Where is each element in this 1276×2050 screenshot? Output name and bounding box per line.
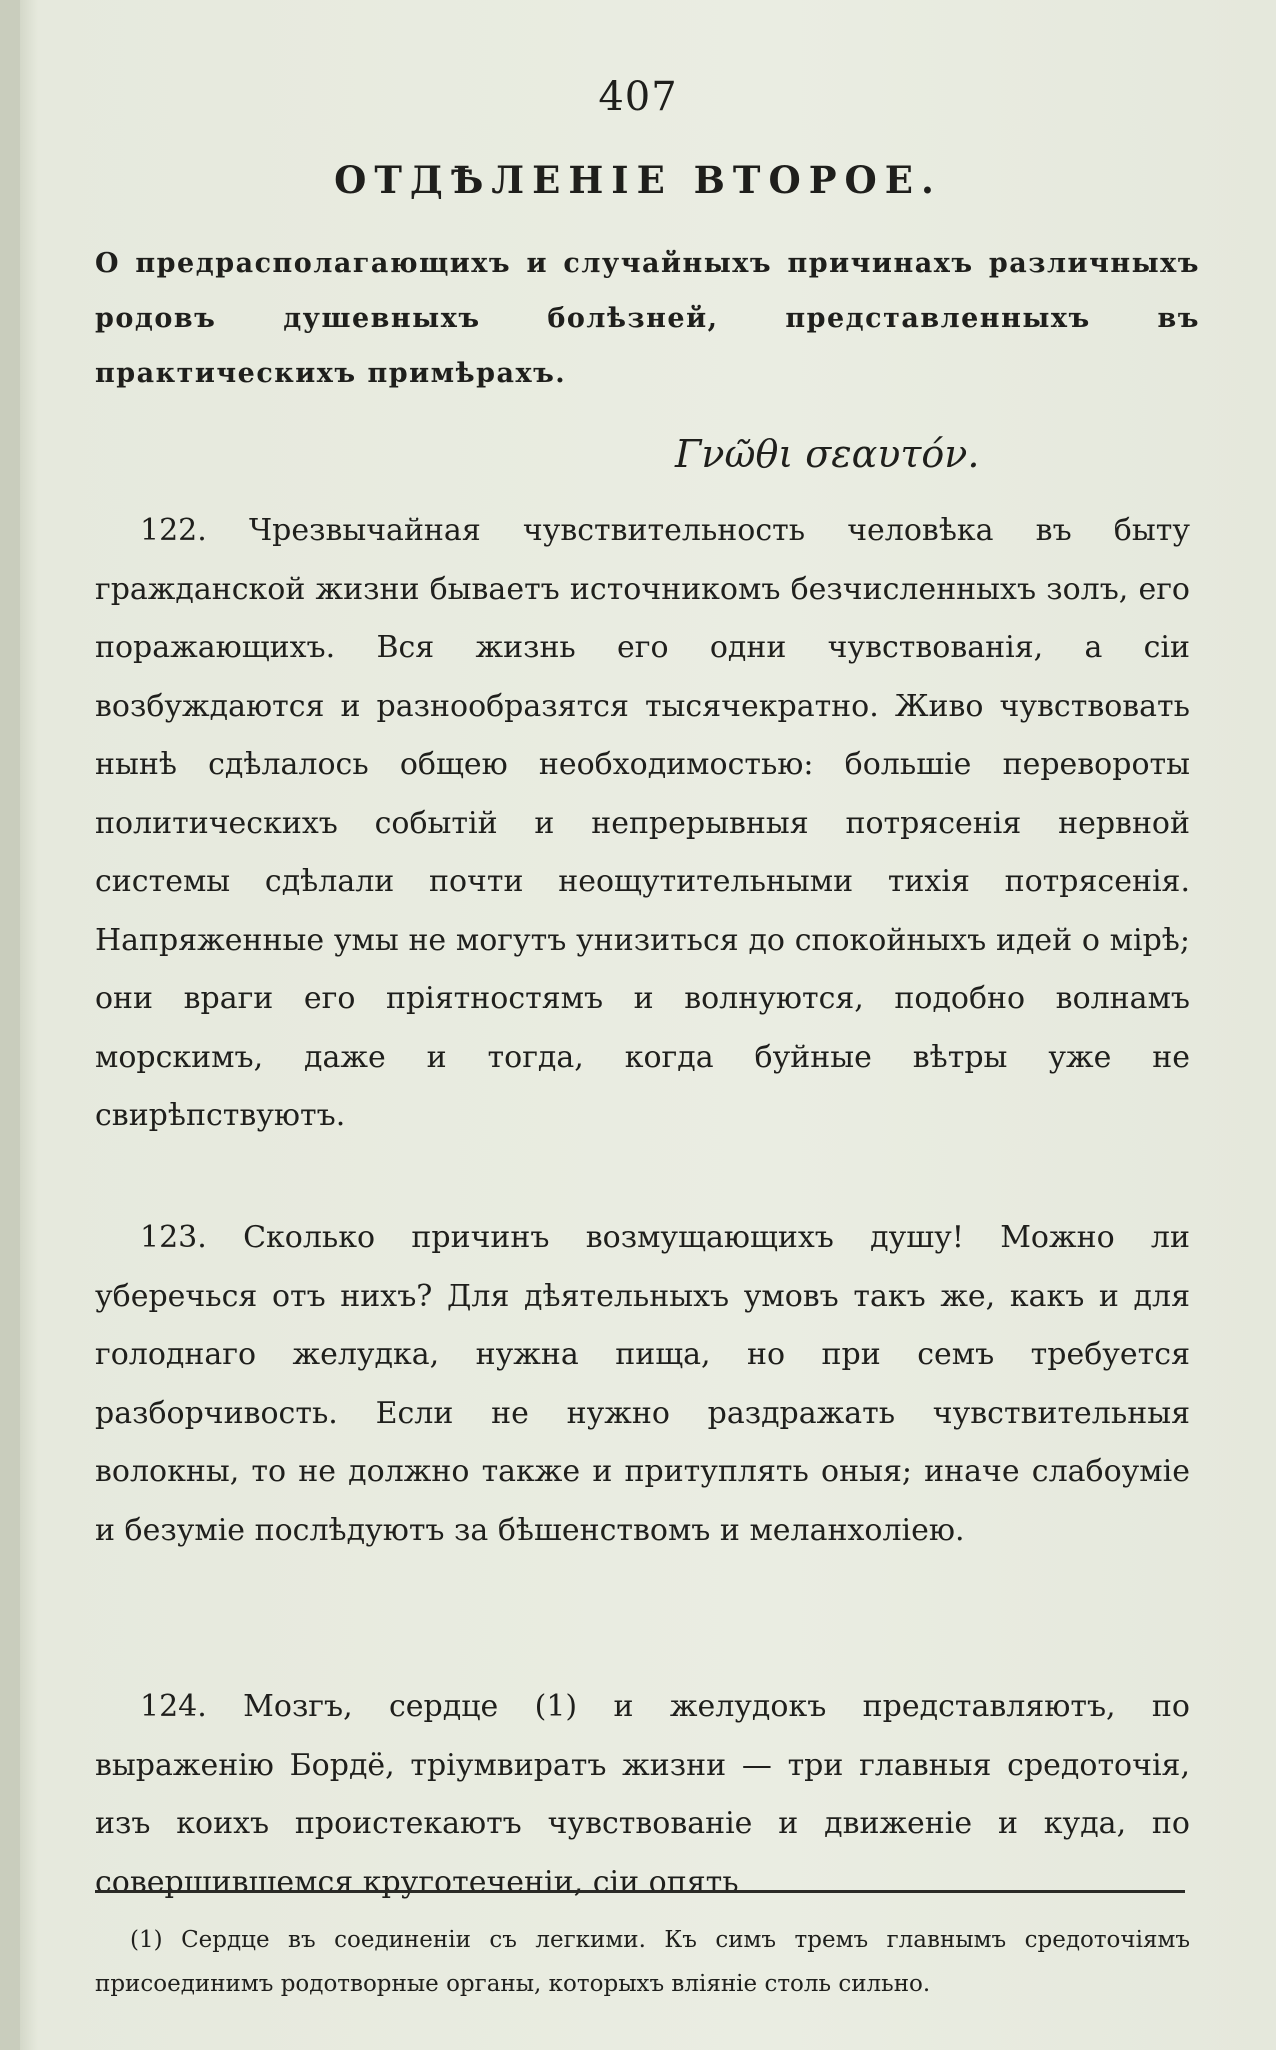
footnote <box>95 1918 1190 2006</box>
book-page <box>20 0 1276 2050</box>
section-title: ОТДѢЛЕНІЕ ВТОРОЕ. <box>334 158 942 202</box>
paragraph-122 <box>95 502 1190 1146</box>
paragraph-123 <box>95 1209 1190 1560</box>
paragraph-text: 122. Чрезвычайная чувствительность человѣка въ быту гражданской жизни бываетъ источникомъ безчисленныхъ золъ, его поражающихъ. Вся жизнь его одни чувствованія, а сіи возбуждаются и разнообразятся тысячекратно. Живо чувствовать нынѣ сдѣлалось общею необходимостью: большіе перевороты политическихъ событій и непрерывныя потрясенія нервной системы сдѣлали почти неощутительными тихія потрясенія. Напряженные умы не могутъ унизиться до спокойныхъ идей о мірѣ; они враги его пріятностямъ и волнуются, подобно волнамъ морскимъ, даже и тогда, когда буйные вѣтры уже не свирѣпствуютъ. <box>95 513 1190 1133</box>
section-subtitle: О предрасполагающихъ и случайныхъ причинахъ различныхъ родовъ душевныхъ болѣзней, представленныхъ въ практическихъ примѣрахъ. <box>95 248 1200 389</box>
epigraph: Γνῶθι σεαυτόν. <box>675 432 980 476</box>
footnote-divider <box>95 1890 1185 1893</box>
paragraph-text: 124. Мозгъ, сердце (1) и желудокъ представляютъ, по выраженію Бордё, тріумвиратъ жизни — три главныя средоточія, изъ коихъ проистекаютъ чувствованіе и движеніе и куда, по совершившемся круготеченіи, сіи опять <box>95 1689 1190 1900</box>
page-number: 407 <box>598 74 678 120</box>
paragraph-124 <box>95 1678 1190 1912</box>
paragraph-text: 123. Сколько причинъ возмущающихъ душу! Можно ли уберечься отъ нихъ? Для дѣятельныхъ умовъ такъ же, какъ и для голоднаго желудка, нужна пища, но при семъ требуется разборчивость. Если не нужно раздражать чувствительныя волокны, то не должно также и притуплять оныя; иначе слабоуміе и безуміе послѣдуютъ за бѣшенствомъ и меланхоліею. <box>95 1220 1190 1548</box>
footnote-text: (1) Сердце въ соединеніи съ легкими. Къ симъ тремъ главнымъ средоточіямъ присоединимъ родотворные органы, которыхъ вліяніе столь сильно. <box>95 1927 1190 1997</box>
